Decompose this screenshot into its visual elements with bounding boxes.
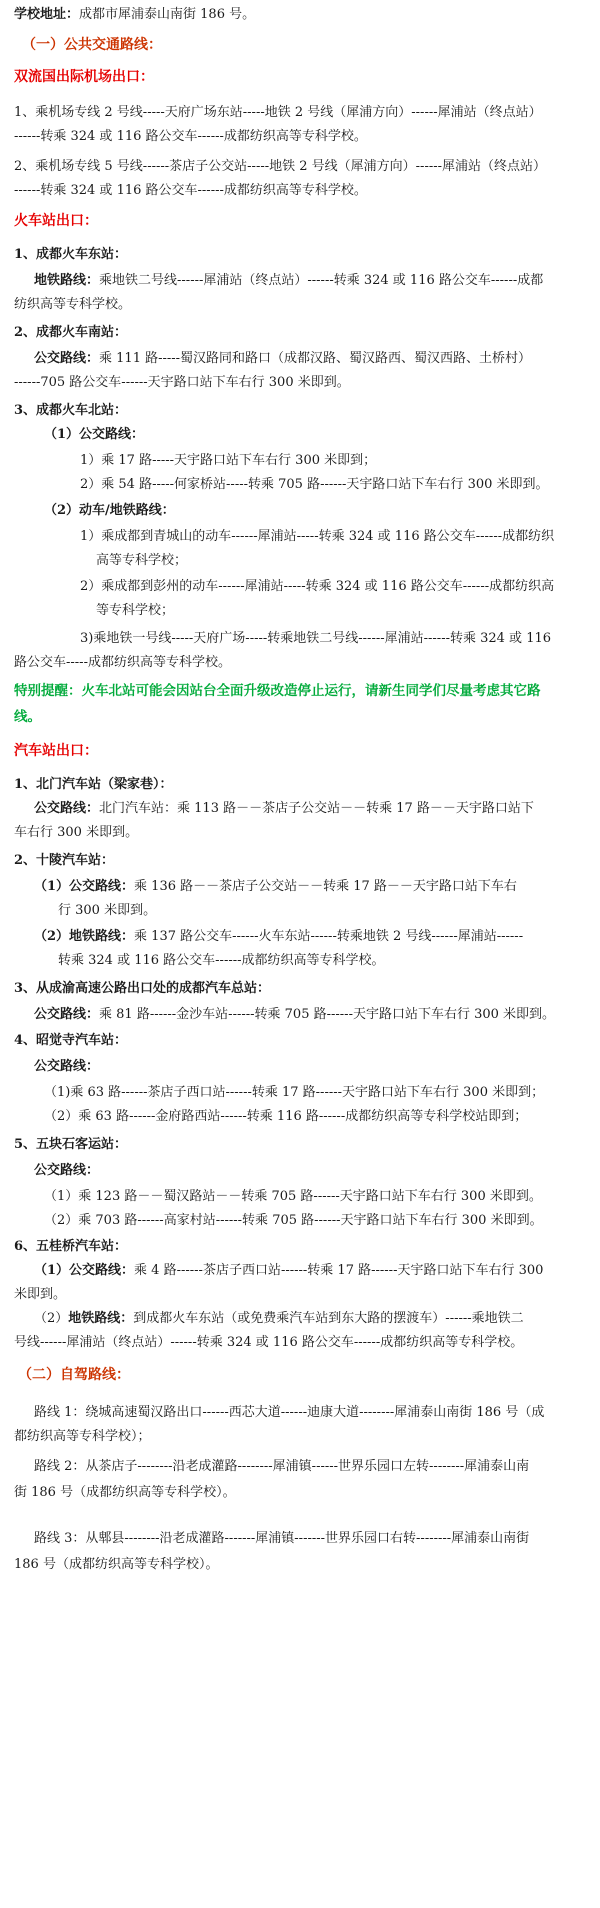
bus-s3-label: 公交路线： [34, 1007, 100, 1022]
bus-s2-1-label: （1）公交路线： [34, 879, 135, 894]
bus-s6-2-text: 到成都火车东站（或免费乘汽车站到东大路的摆渡车）------乘地铁二 [133, 1311, 524, 1326]
train-east-line2: 纺织高等专科学校。 [14, 297, 132, 312]
train-east-label: 地铁路线： [34, 273, 100, 288]
train-title: 火车站出口： [14, 213, 98, 229]
train-north-metro-3-line1: 3)乘地铁一号线-----天府广场-----转乘地铁二号线------犀浦站------转乘 324 或 116 [80, 631, 552, 646]
bus-s1-label: 公交路线： [34, 801, 100, 816]
bus-s6-2-prefix: （2） [34, 1311, 69, 1326]
notice-line1: 特别提醒：火车北站可能会因站台全面升级改造停止运行，请新生同学们尽量考虑其它路 [14, 683, 541, 699]
train-north-metro-3-line2: 路公交车-----成都纺织高等专科学校。 [14, 655, 231, 670]
bus-title: 汽车站出口： [14, 743, 98, 759]
drive-route1-line2: 都纺织高等专科学校）； [14, 1429, 151, 1444]
train-north-title: 3、成都火车北站： [14, 403, 128, 418]
bus-s3-text: 乘 81 路------金沙车站------转乘 705 路------天宇路口站下车右行 300 米即到。 [99, 1007, 556, 1022]
bus-s4-route1: （1)乘 63 路------茶店子西口站------转乘 17 路------天宇路口站下车右行 300 米即到； [44, 1085, 545, 1100]
bus-s3-title: 3、从成渝高速公路出口处的成都汽车总站： [14, 981, 271, 996]
bus-s2-1-line2: 行 300 米即到。 [58, 903, 157, 918]
bus-s2-2-text: 乘 137 路公交车------火车东站------转乘地铁 2 号线------犀浦站------ [134, 929, 524, 944]
airport-route1-line1: 1、乘机场专线 2 号线-----天府广场东站-----地铁 2 号线（犀浦方向）------犀浦站（终点站） [14, 105, 542, 120]
train-south-line2: ------705 路公交车------天宇路口站下车右行 300 米即到。 [14, 375, 350, 390]
drive-route2-line1: 路线 2：从茶店子--------沿老成灌路--------犀浦镇------世界乐园口左转--------犀浦泰山南 [34, 1459, 530, 1474]
train-north-metro-2-line1: 2）乘成都到彭州的动车------犀浦站-----转乘 324 或 116 路公交车------成都纺织高 [80, 579, 555, 594]
address-value: 成都市犀浦泰山南街 186 号。 [79, 7, 256, 22]
bus-s5-route2: （2）乘 703 路------高家村站------转乘 705 路------天宇路口站下车右行 300 米即到。 [44, 1213, 543, 1228]
train-south-text: 乘 111 路-----蜀汉路同和路口（成都汉路、蜀汉路西、蜀汉西路、土桥村） [99, 351, 532, 366]
bus-s4-title: 4、昭觉寺汽车站： [14, 1033, 128, 1048]
train-south-line1 [34, 350, 531, 368]
airport-title: 双流国出际机场出口： [14, 69, 154, 85]
bus-s6-2-label: 地铁路线： [68, 1311, 134, 1326]
train-north-metro-2-line2: 等专科学校； [96, 603, 175, 618]
bus-s1-line2: 车右行 300 米即到。 [14, 825, 139, 840]
airport-route2-line2: ------转乘 324 或 116 路公交车------成都纺织高等专科学校。 [14, 183, 367, 198]
train-south-title: 2、成都火车南站： [14, 325, 128, 340]
drive-route3-line1: 路线 3：从郫县--------沿老成灌路-------犀浦镇-------世界乐园口右转--------犀浦泰山南街 [34, 1531, 530, 1546]
drive-route2-line2: 街 186 号（成都纺织高等专科学校）。 [14, 1485, 236, 1500]
drive-route3-line2: 186 号（成都纺织高等专科学校）。 [14, 1557, 219, 1572]
bus-s1-text: 北门汽车站：乘 113 路－－茶店子公交站－－转乘 17 路－－天宇路口站下 [99, 801, 534, 816]
bus-s1-title: 1、北门汽车站（梁家巷）： [14, 777, 173, 792]
drive-route1-line1: 路线 1：绕城高速蜀汉路出口------西芯大道------迪康大道--------犀浦泰山南街 186 号（成 [34, 1405, 545, 1420]
train-north-metro-1-line1: 1）乘成都到青城山的动车------犀浦站-----转乘 324 或 116 路公交车------成都纺织 [80, 529, 555, 544]
bus-s2-2-line1 [34, 928, 523, 946]
bus-s5-route1: （1）乘 123 路－－蜀汉路站－－转乘 705 路------天宇路口站下车右行 300 米即到。 [44, 1189, 542, 1204]
bus-s2-2-line2: 转乘 324 或 116 路公交车------成都纺织高等专科学校。 [58, 953, 385, 968]
bus-s2-2-label: （2）地铁路线： [34, 929, 135, 944]
bus-s6-1-line1 [34, 1262, 543, 1280]
bus-s6-1-label: （1）公交路线： [34, 1263, 135, 1278]
train-north-bus-2: 2）乘 54 路-----何家桥站-----转乘 705 路------天宇路口站下车右行 300 米即到。 [80, 477, 549, 492]
bus-s5-title: 5、五块石客运站： [14, 1137, 128, 1152]
airport-route1-line2: ------转乘 324 或 116 路公交车------成都纺织高等专科学校。 [14, 129, 367, 144]
train-east-text: 乘地铁二号线------犀浦站（终点站）------转乘 324 或 116 路公交车------成都 [99, 273, 544, 288]
train-north-bus-title: （1）公交路线： [44, 427, 145, 442]
bus-s6-1-line2: 米即到。 [14, 1287, 67, 1302]
bus-s4-label: 公交路线： [34, 1059, 100, 1074]
bus-s6-2-line1 [34, 1310, 524, 1328]
bus-s6-2-line2: 号线------犀浦站（终点站）------转乘 324 或 116 路公交车------成都纺织高等专科学校。 [14, 1335, 524, 1350]
bus-s3-line1 [34, 1006, 555, 1024]
train-north-metro-1-line2: 高等专科学校； [96, 553, 188, 568]
section1-title: （一）公共交通路线： [22, 37, 162, 53]
bus-s4-route2: （2）乘 63 路------金府路西站------转乘 116 路------成都纺织高等专科学校站即到； [44, 1109, 528, 1124]
bus-s5-label: 公交路线： [34, 1163, 100, 1178]
bus-s2-title: 2、十陵汽车站： [14, 853, 115, 868]
bus-s6-title: 6、五桂桥汽车站： [14, 1239, 128, 1254]
address-label: 学校地址： [14, 7, 80, 22]
bus-s2-1-line1 [34, 878, 517, 896]
bus-s1-line1 [34, 800, 534, 818]
train-east-title: 1、成都火车东站： [14, 247, 128, 262]
section2-title: （二）自驾路线： [18, 1367, 130, 1383]
address-line [14, 6, 255, 24]
train-north-metro-title: （2）动车/地铁路线： [44, 503, 175, 518]
train-east-line1 [34, 272, 543, 290]
notice-line2: 线。 [14, 709, 41, 725]
bus-s6-1-text: 乘 4 路------茶店子西口站------转乘 17 路------天宇路口站下车右行 300 [134, 1263, 544, 1278]
train-south-label: 公交路线： [34, 351, 100, 366]
airport-route2-line1: 2、乘机场专线 5 号线------茶店子公交站-----地铁 2 号线（犀浦方向）------犀浦站（终点站） [14, 159, 547, 174]
bus-s2-1-text: 乘 136 路－－茶店子公交站－－转乘 17 路－－天宇路口站下车右 [134, 879, 517, 894]
train-north-bus-1: 1）乘 17 路-----天宇路口站下车右行 300 米即到； [80, 453, 377, 468]
